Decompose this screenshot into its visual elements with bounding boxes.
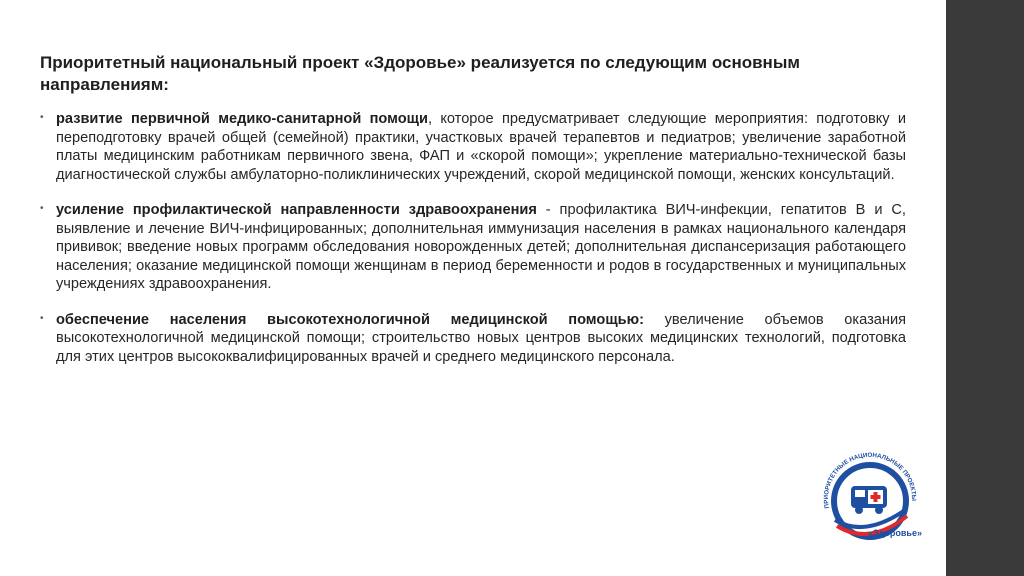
list-item	[40, 311, 906, 367]
list-item	[40, 201, 906, 294]
bullet-icon: •	[40, 203, 44, 214]
bullet-icon: •	[40, 312, 44, 324]
directions-list	[40, 110, 906, 383]
list-item	[40, 110, 906, 184]
item-text: увеличение объемов оказания высокотехнологичной медицинской помощи; строительство новых центров высоких медицинских технологий, подготовка для этих центров высококвалифицированных врачей и среднего медицинского персонала.	[56, 311, 906, 365]
ambulance-icon	[851, 486, 887, 514]
item-text: - профилактика ВИЧ-инфекции, гепатитов В и С, выявление и лечение ВИЧ-инфицированных; дополнительная иммунизация населения в рамках национального календаря прививок; введение новых программ обследования новорожденных детей; дополнительная диспансеризация работающего населения; оказание медицинской помощи женщинам в период беременности и родов в государственных и муниципальных учреждениях здравоохранения.	[56, 202, 906, 292]
item-heading: обеспечение населения высокотехнологичной медицинской помощью:	[56, 311, 644, 328]
item-text: , которое предусматривает следующие мероприятия: подготовку и переподготовку врачей общей (семейной) практики, участковых врачей терапевтов и педиатров; увеличение заработной платы медицинским работникам первичного звена, ФАП и «скорой помощи»; укрепление материально-технической базы диагностической службы амбулаторно-поликлинических учреждений, скорой медицинской помощи, женских консультаций.	[56, 111, 907, 183]
logo-ring-text: ПРИОРИТЕТНЫЕ НАЦИОНАЛЬНЫЕ ПРОЕКТЫ	[822, 451, 918, 509]
slide-title: Приоритетный национальный проект «Здоровье» реализуется по следующим основным направлениям:	[40, 53, 800, 94]
item-heading: развитие первичной медико-санитарной помощи	[56, 111, 428, 127]
side-bar	[946, 0, 1024, 576]
logo-name: «Здоровье»	[868, 528, 922, 538]
item-heading: усиление профилактической направленности здравоохранения	[56, 202, 537, 218]
bullet-icon: •	[40, 112, 44, 123]
zdorovye-logo	[815, 446, 925, 556]
